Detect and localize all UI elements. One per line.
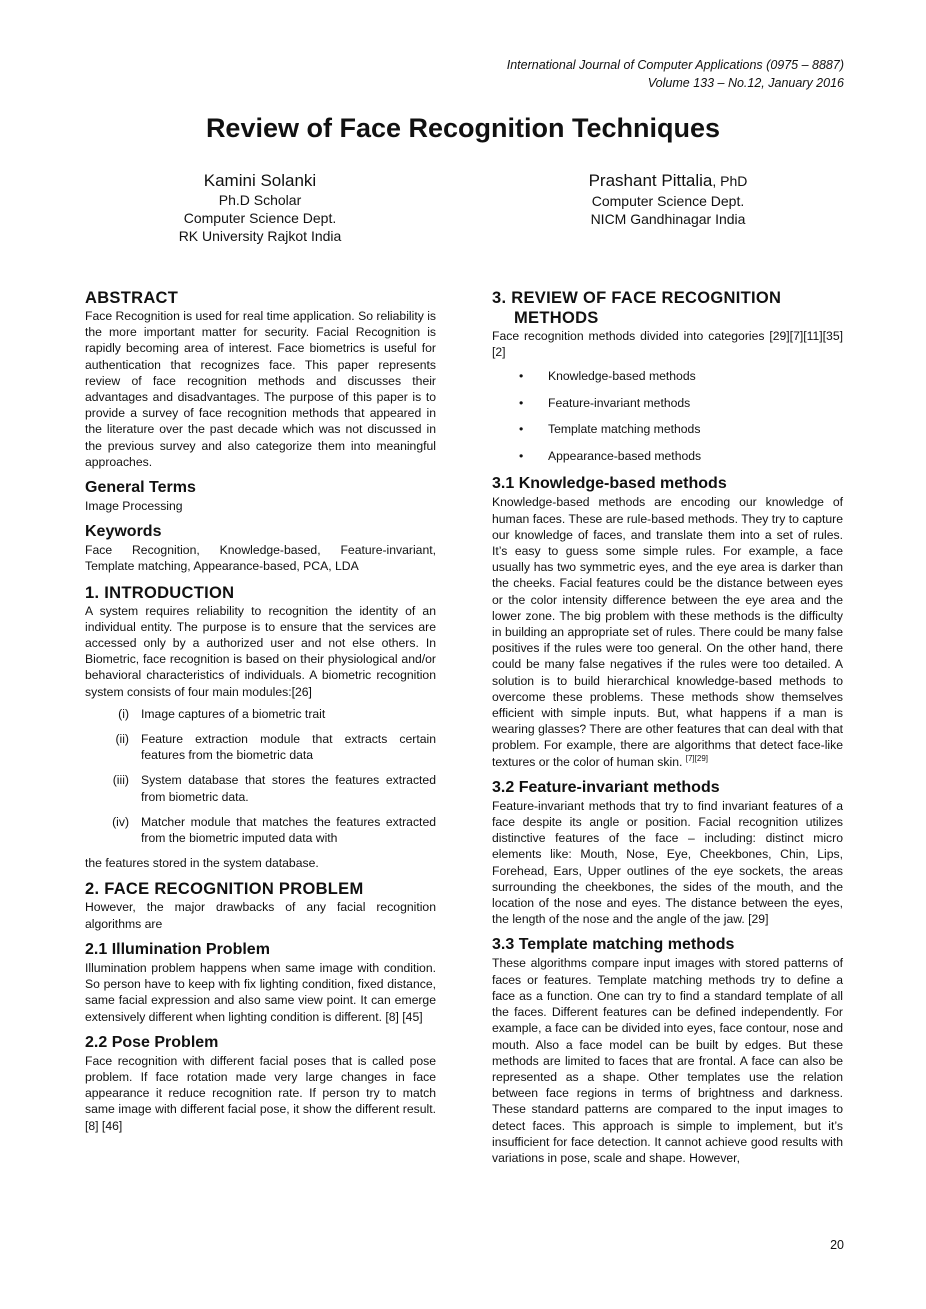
review-text: Face recognition methods divided into categories [29][7][11][35][2] — [492, 329, 843, 360]
review-heading: 3. REVIEW OF FACE RECOGNITION METHODS — [492, 289, 782, 327]
author-line: Computer Science Dept. — [591, 193, 745, 209]
abstract-heading: ABSTRACT — [85, 289, 179, 307]
keywords-heading: Keywords — [85, 523, 162, 541]
author-line: NICM Gandhinagar India — [590, 211, 746, 227]
list-item: • Knowledge-based methods — [492, 368, 843, 384]
general-terms-text: Image Processing — [85, 499, 183, 514]
keywords-text: Face Recognition, Knowledge-based, Feature-invariant, Template matching, Appearance-based, PCA, LDA — [85, 543, 436, 574]
author-line: RK University Rajkot India — [178, 228, 342, 244]
journal-header — [507, 56, 844, 92]
bullet-icon: • — [519, 422, 524, 437]
problem-heading: 2. FACE RECOGNITION PROBLEM — [85, 880, 364, 899]
right-column — [492, 288, 843, 1166]
illumination-text: Illumination problem happens when same image with condition. So person have to keep with fix lighting condition, fixed distance, same facial expression and also same view point. It can emerge extensively different when lighting condition is different. [8] [45] — [85, 960, 436, 1024]
general-terms-heading: General Terms — [85, 479, 196, 497]
feature-text: Feature-invariant methods that try to find invariant features of a face despite its angle or position. Facial recognition utilizes distinctive features of the face – including: distinct micro elements like: Mouth, Nose, Eye, Cheekbones, Chin, Lips, Forehead, Ears, Upper outlines of the eye sockets, the areas surrounding the cheekbones, the sides of the mouth, and the location of the nose and eyes. The distance between the eyes, the length of the nose and the angle of the jaw. [29] — [492, 798, 843, 927]
pose-text: Face recognition with different facial poses that is called pose problem. If face rotation made very large changes in face appearance it reduce recognition rate. If person try to match same image with different facial pose, it show the different result.[8] [46] — [85, 1053, 436, 1133]
template-heading: 3.3 Template matching methods — [492, 936, 735, 954]
module-list — [85, 706, 436, 846]
page-number: 20 — [830, 1238, 844, 1252]
list-item: • Template matching methods — [492, 421, 843, 437]
list-item: • Feature-invariant methods — [492, 395, 843, 411]
list-item: (iii) System database that stores the features extracted from biometric data. — [112, 773, 436, 804]
author-line: Computer Science Dept. — [183, 210, 337, 226]
author-block-1 — [145, 170, 375, 245]
knowledge-text: Knowledge-based methods are encoding our knowledge of human faces. These are rule-based methods. They try to capture our knowledge of faces, and translate them into a set of rules. It’s easy to guess some simple rules. For example, a face usually has two symmetric eyes, and the eye area is darker than the cheeks. Facial features could be the distance between eyes or the color intensity difference between the eye area and the lower zone. The big problem with these methods is the difficulty in building an appropriate set of rules. There could be many false positives if the rules were too general. On the other hand, there could be many false negatives if the rules were too detailed. A solution is to build hierarchical knowledge-based methods to overcome these problems. These methods show themselves efficient with simple inputs. But, what happens if a man is wearing glasses? There are other features that can deal with that problem. For example, there are algorithms that detect face-like textures or the color of human skin. [7][29] — [492, 495, 843, 769]
journal-name: International Journal of Computer Applications (0975 – 8887) — [506, 58, 844, 72]
author-block-2 — [548, 170, 788, 228]
list-item: (i) Image captures of a biometric trait — [118, 706, 326, 721]
author-name: Kamini Solanki — [203, 171, 317, 190]
bullet-icon: • — [519, 448, 524, 463]
feature-heading: 3.2 Feature-invariant methods — [492, 778, 720, 796]
category-list — [492, 368, 843, 464]
problem-text: However, the major drawbacks of any facial recognition algorithms are — [85, 900, 436, 931]
paper-title: Review of Face Recognition Techniques — [205, 113, 721, 143]
intro-tail: the features stored in the system database. — [85, 856, 319, 871]
bullet-icon: • — [519, 369, 524, 384]
citation: [7][29] — [685, 753, 708, 763]
author-line: Ph.D Scholar — [218, 192, 302, 208]
journal-volume: Volume 133 – No.12, January 2016 — [647, 76, 844, 90]
list-item: (ii) Feature extraction module that extracts certain features from the biometric data — [115, 732, 436, 763]
intro-heading: 1. INTRODUCTION — [85, 583, 235, 602]
illumination-heading: 2.1 Illumination Problem — [85, 940, 270, 958]
pose-heading: 2.2 Pose Problem — [85, 1033, 219, 1051]
list-item: (iv) Matcher module that matches the features extracted from the biometric imputed data with — [112, 814, 436, 846]
abstract-text: Face Recognition is used for real time application. So reliability is the more important matter for security. Facial Recognition is rapidly becoming area of interest. Face biometrics is useful for authentication that recognizes face. This paper represents review of face recognition methods and discusses their advantages and disadvantages. The purpose of this paper is to provide a survey of face recognition methods that appeared in the literature over the past decade which was not discussed in the previous survey and also categorize them into meaningful approaches. — [85, 309, 436, 469]
left-column — [85, 288, 436, 1134]
list-item: • Appearance-based methods — [492, 448, 843, 464]
bullet-icon: • — [519, 395, 524, 410]
author-name: Prashant Pittalia — [588, 171, 713, 190]
author-degree: , PhD — [712, 173, 748, 189]
knowledge-heading: 3.1 Knowledge-based methods — [492, 475, 727, 493]
intro-text: A system requires reliability to recognition the identity of an individual entity. The purpose is to ensure that the services are accessed only by a authorized user and not else others. In Biometric, face recognition is based on their physiological and/or behavioral characteristics of individuals. A biometric recognition system consists of four main modules:[26] — [85, 603, 436, 699]
template-text: These algorithms compare input images with stored patterns of faces or features. Template matching methods try to define a face as a function. One can try to find a standard template of all the faces. Different features can be defined independently. For example, a face can be divided into eyes, face contour, nose and mouth. Also a face model can be built by edges. But these methods are limited to faces that are frontal. A face can also be represented as a shape. Other templates use the relation between face regions in terms of brightness and darkness. These standard patterns are compared to the input images to detect faces. This approach is simple to implement, but it’s insufficient for face detection. It cannot achieve good results with variations in pose, scale and shape. However, — [492, 956, 843, 1165]
